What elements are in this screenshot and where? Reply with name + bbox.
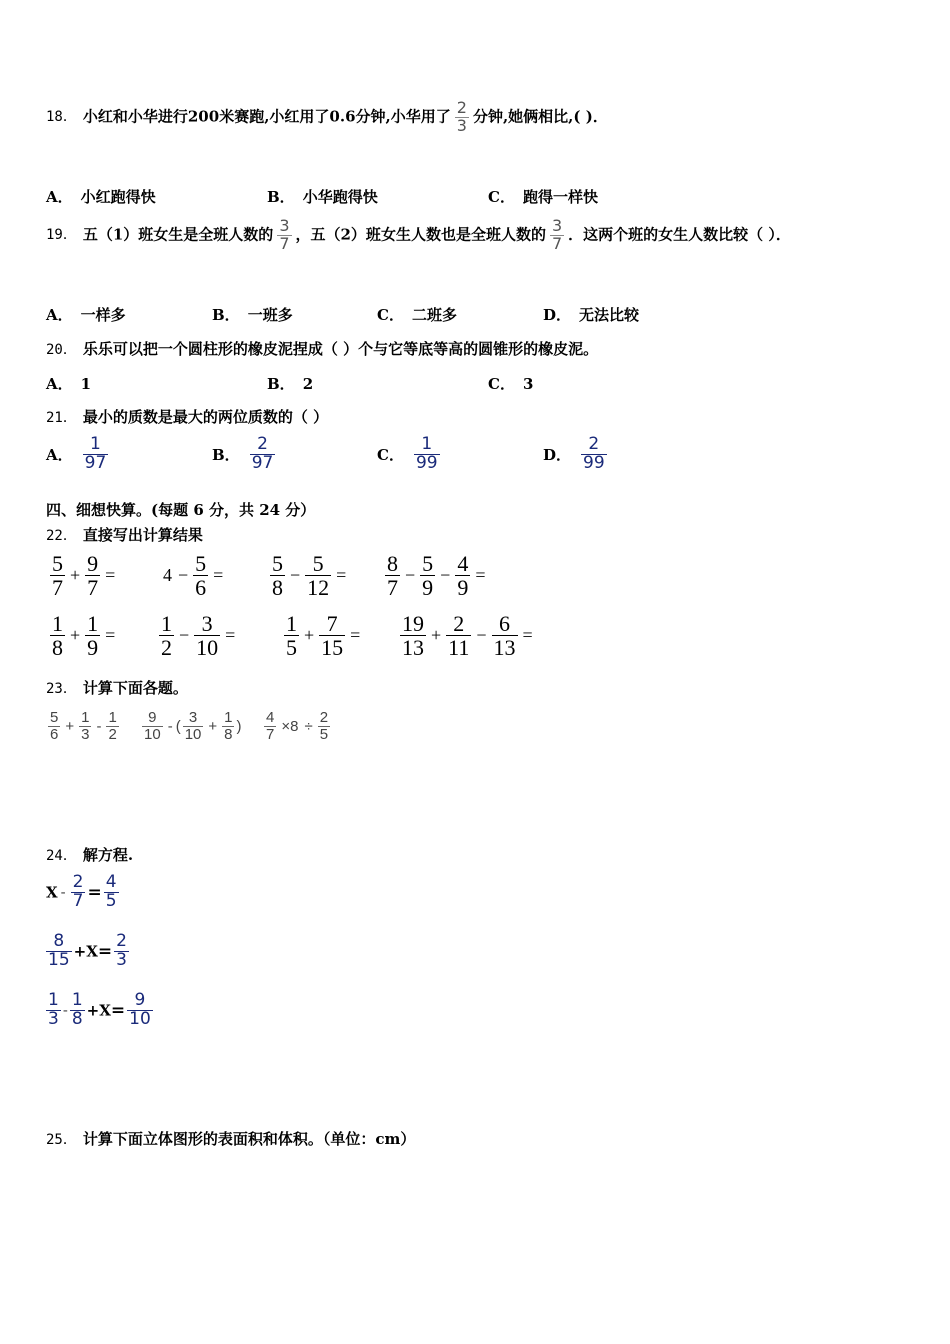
- q24-line: [46, 844, 133, 865]
- q22-row2-expr2: $\frac{1}{2}$ − $\frac{3}{10}$ =: [161, 611, 236, 661]
- q18-text-4: 分钟,她俩相比,( )．: [472, 107, 608, 126]
- question-number: 22．: [46, 528, 77, 544]
- question-number: 20．: [46, 342, 77, 358]
- q24-equation-3: $\frac{1}{3}$ - $\frac{1}{8}$ +X= $\frac{9}{10}$: [48, 990, 151, 1029]
- q21-text: 最小的质数是最大的两位质数的（ ）: [82, 408, 329, 426]
- q22-row2-expr1: $\frac{1}{8}$ + $\frac{1}{9}$ =: [52, 611, 116, 661]
- question-number: 19．: [46, 227, 77, 244]
- q21-option-a[interactable]: A． $\frac{1}{97}$: [46, 434, 107, 473]
- q18-number-200: 200: [187, 107, 220, 126]
- q19-text-2: ，五（2）班女生人数也是全班人数的: [295, 225, 546, 244]
- q24-equation-1: X - $\frac{2}{7}$ = $\frac{4}{5}$: [46, 872, 117, 911]
- q18-number-06: 0.6: [329, 107, 356, 126]
- q21-line: [46, 406, 328, 427]
- q20-option-b[interactable]: B． 2: [267, 375, 314, 393]
- q20-option-a[interactable]: A． 1: [46, 375, 92, 393]
- q23-text: 计算下面各题。: [82, 679, 188, 697]
- q22-text: 直接写出计算结果: [82, 526, 203, 544]
- q25-unit: cm: [375, 1130, 401, 1148]
- q20-text: 乐乐可以把一个圆柱形的橡皮泥捏成（ ）个与它等底等高的圆锥形的橡皮泥。: [82, 340, 599, 358]
- q20-line: [46, 338, 598, 359]
- q18-line: [46, 100, 608, 135]
- q23-expr2: $\frac{9}{10}$ - ( $\frac{3}{10}$ + $\frac{1}{8}$ ): [144, 709, 242, 743]
- q18-text-2: 米赛跑,小红用了: [219, 107, 330, 126]
- q18-option-a[interactable]: A． 小红跑得快: [46, 188, 156, 206]
- q24-equation-2: $\frac{8}{15}$ +X= $\frac{2}{3}$: [48, 931, 127, 970]
- question-number: 24．: [46, 848, 77, 864]
- q22-row1-expr2: 4 − $\frac{5}{6}$ =: [163, 551, 224, 601]
- q22-row2-expr3: $\frac{1}{5}$ + $\frac{7}{15}$ =: [286, 611, 361, 661]
- question-number: 21．: [46, 410, 77, 426]
- q19-text-3: ．这两个班的女生人数比较（ ）．: [568, 225, 791, 244]
- q18-option-c[interactable]: C． 跑得一样快: [488, 188, 598, 206]
- q19-option-b[interactable]: B． 一班多: [212, 306, 293, 324]
- q23-line: [46, 677, 188, 698]
- q18-fraction: $\frac{2}{3}$: [456, 98, 467, 135]
- q22-line: [46, 524, 203, 545]
- q18-text-1: 小红和小华进行: [82, 107, 188, 126]
- q19-option-d[interactable]: D． 无法比较: [543, 306, 640, 324]
- q18-option-b[interactable]: B． 小华跑得快: [267, 188, 378, 206]
- q19-fraction-2: $\frac{3}{7}$: [551, 216, 563, 253]
- q24-text: 解方程.: [82, 846, 134, 864]
- q22-row1-expr1: $\frac{5}{7}$ + $\frac{9}{7}$ =: [52, 551, 116, 601]
- q21-option-d[interactable]: D． $\frac{2}{99}$: [543, 434, 605, 473]
- q21-option-b[interactable]: B． $\frac{2}{97}$: [212, 434, 274, 473]
- q20-option-c[interactable]: C． 3: [488, 375, 534, 393]
- q23-expr1: $\frac{5}{6}$ + $\frac{1}{3}$ - $\frac{1}{2}$: [50, 709, 117, 743]
- q23-expr3: $\frac{4}{7}$ ×8 ÷ $\frac{2}{5}$: [266, 709, 329, 743]
- question-number: 25．: [46, 1132, 77, 1148]
- q19-option-c[interactable]: C． 二班多: [377, 306, 457, 324]
- question-number: 18．: [46, 109, 77, 126]
- q19-line: [46, 218, 791, 253]
- q22-row2-expr4: $\frac{19}{13}$ + $\frac{2}{11}$ − $\frac{6}{13}$ =: [402, 611, 533, 661]
- q19-text-1: 五（1）班女生是全班人数的: [82, 225, 274, 244]
- q19-fraction-1: $\frac{3}{7}$: [279, 216, 290, 253]
- q22-row1-expr3: $\frac{5}{8}$ − $\frac{5}{12}$ =: [272, 551, 347, 601]
- q25-line: 25． 计算下面立体图形的表面积和体积。（单位：cm）: [46, 1130, 416, 1148]
- q22-row1-expr4: $\frac{8}{7}$ − $\frac{5}{9}$ − $\frac{4}{9}$ =: [387, 551, 486, 601]
- q18-text-3: 分钟,小华用了: [355, 107, 451, 126]
- q19-option-a[interactable]: A． 一样多: [46, 306, 126, 324]
- section-heading: 四、细想快算。(每题 6 分，共 24 分）: [46, 501, 316, 519]
- q25-text: 计算下面立体图形的表面积和体积。（单位：: [82, 1130, 376, 1148]
- q21-option-c[interactable]: C． $\frac{1}{99}$: [377, 434, 438, 473]
- question-number: 23．: [46, 681, 77, 697]
